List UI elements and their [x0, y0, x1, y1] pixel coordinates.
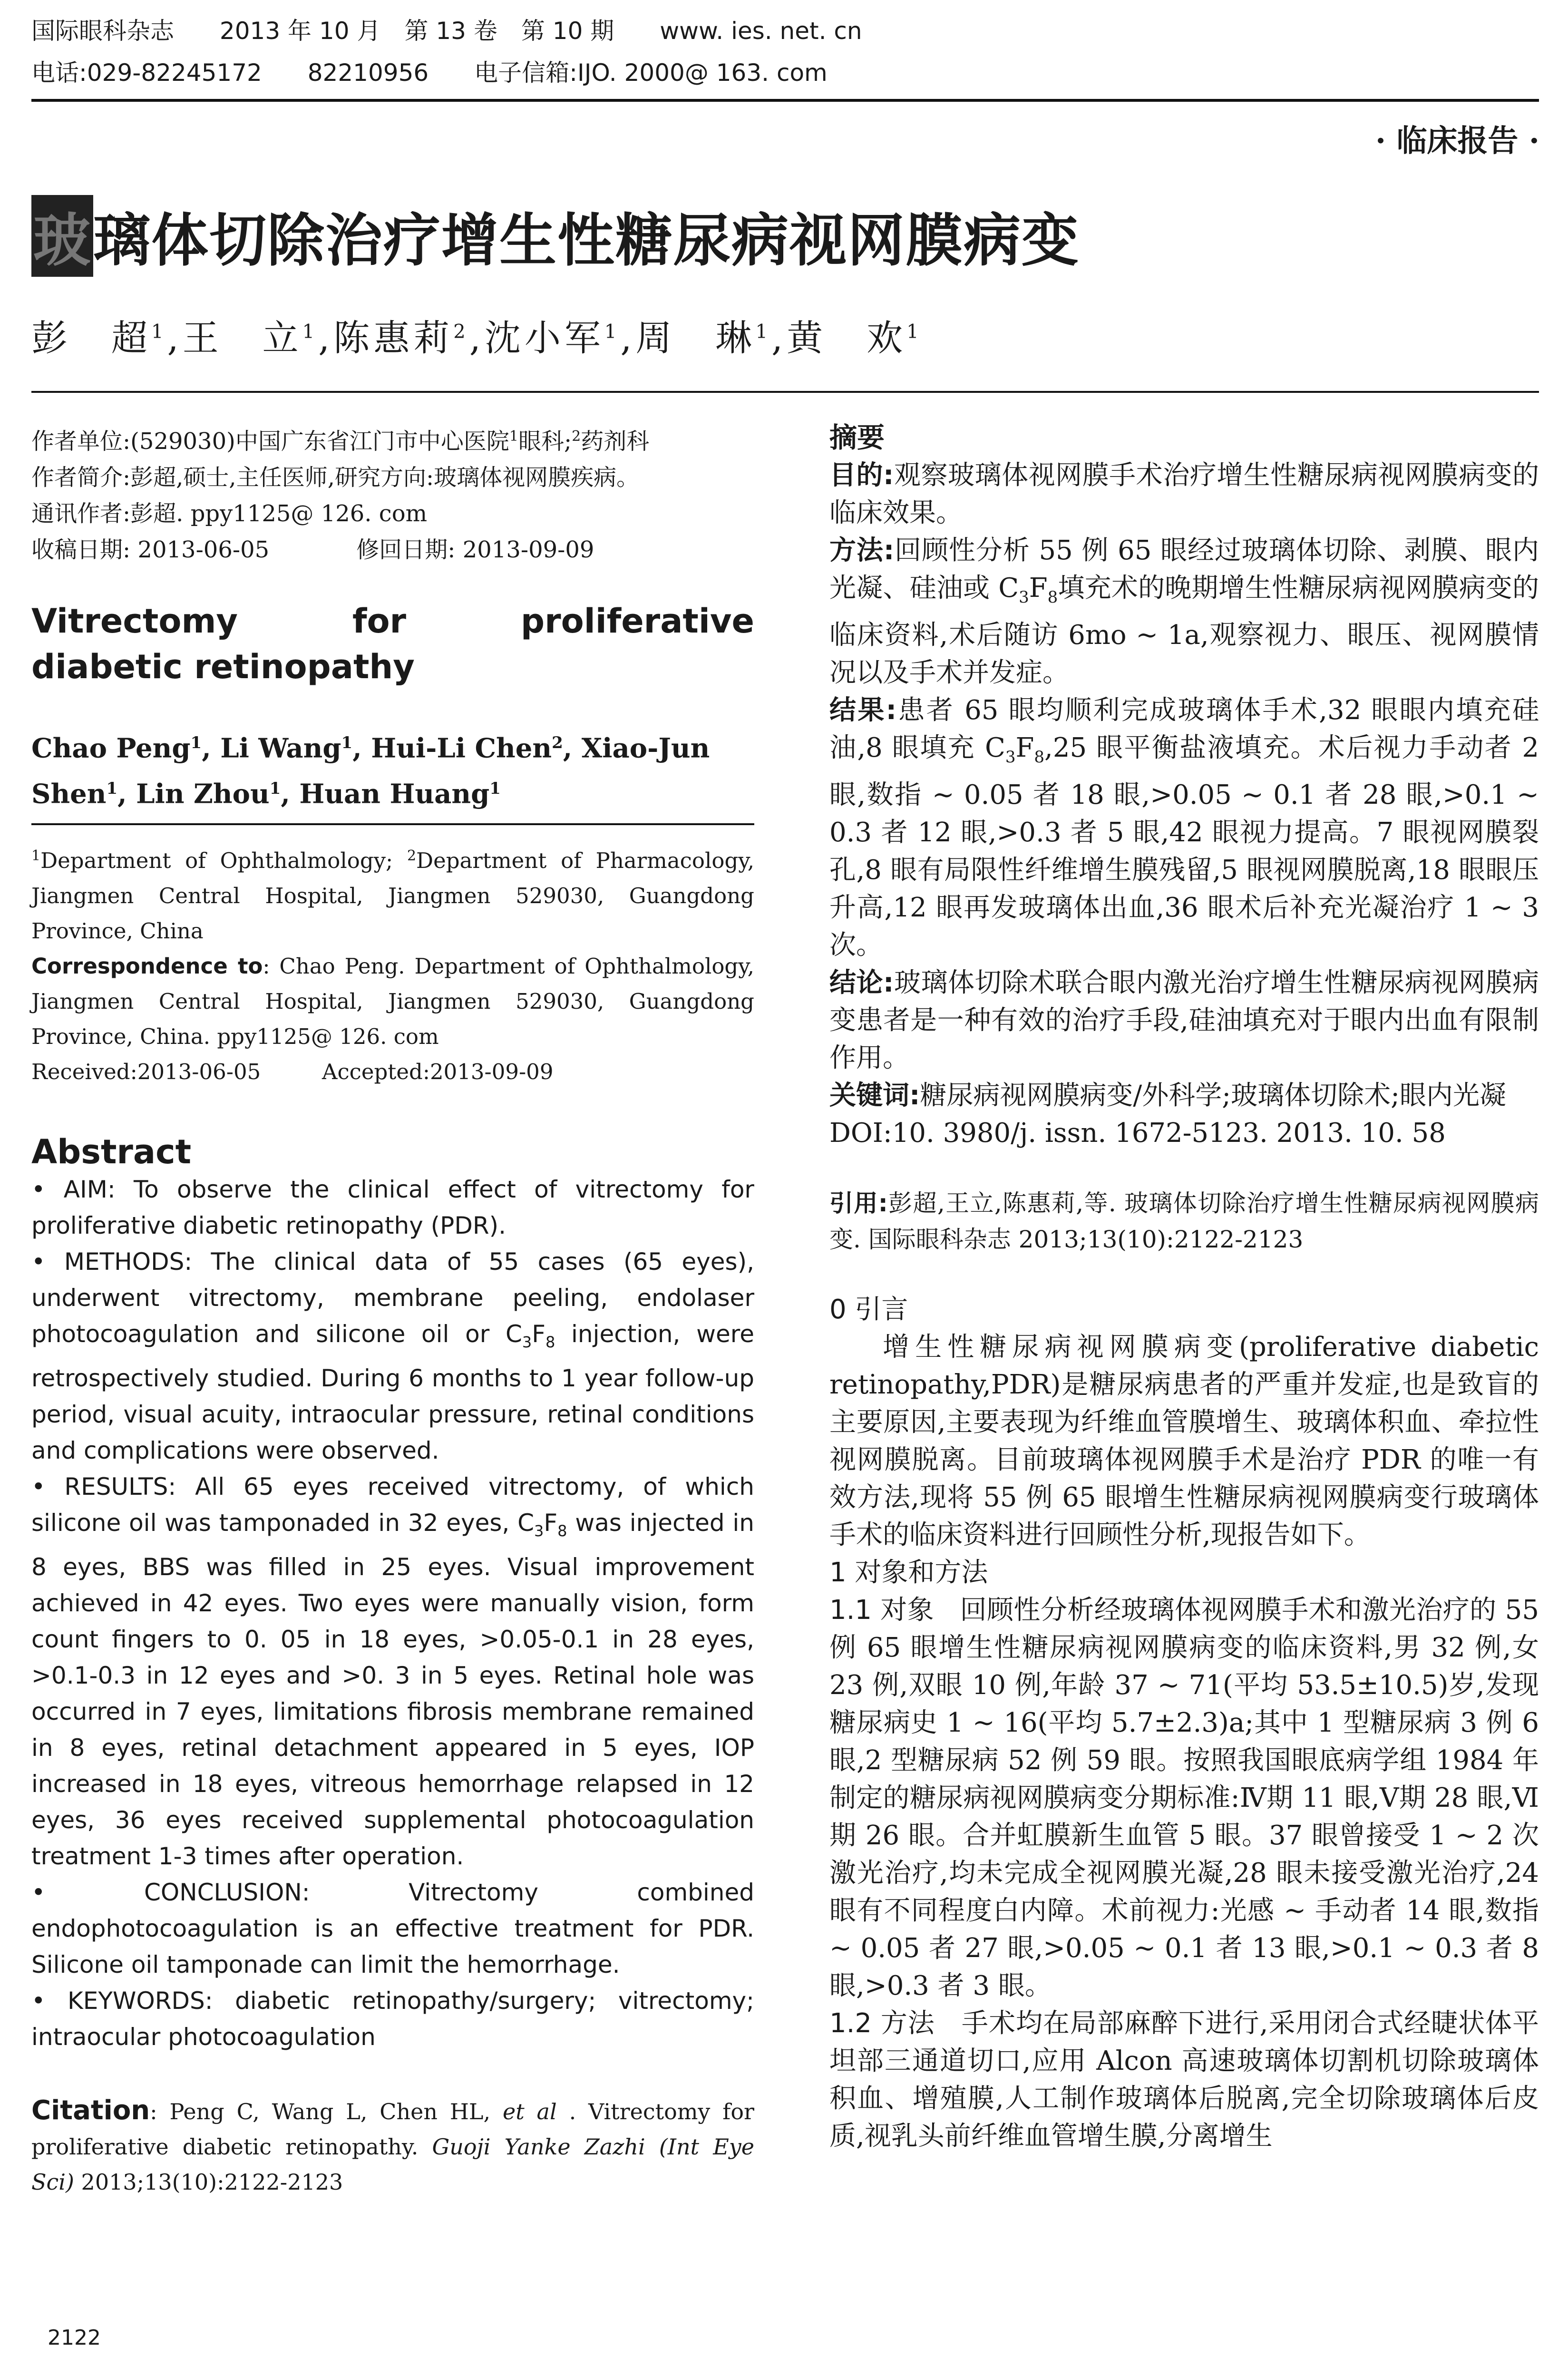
doi: DOI:10. 3980/j. issn. 1672-5123. 2013. 10. 58	[829, 1118, 1446, 1149]
dates-zh: 收稿日期: 2013-06-05 修回日期: 2013-09-09	[31, 536, 594, 563]
section-tag: · 临床报告 ·	[1375, 123, 1539, 159]
citation-zh: 引用:彭超,王立,陈惠莉,等. 玻璃体切除治疗增生性糖尿病视网膜病变. 国际眼科杂志 2013;13(10):2122-2123	[829, 1189, 1539, 1254]
journal-name: 国际眼科杂志	[31, 17, 174, 45]
title-rest: 璃体切除治疗增生性糖尿病视网膜病变	[93, 208, 1080, 274]
author: 彭 超	[31, 317, 151, 359]
author-sup: 1	[906, 321, 923, 343]
author-sup: 1	[755, 321, 771, 343]
abstract-results-zh: 结果:患者 65 眼均顺利完成玻璃体手术,32 眼眼内填充硅油,8 眼填充 $C_3F_8,25$ 眼平衡盐液填充。术后视力手动者 2 眼,数指 ~ 0.05 者 18 眼,>0.05 ~ 0.1 者 28 眼,>0.1 ~ 0.3 者 12 眼,>0.3 者 5 眼,42 眼视力提高。7 眼视网膜裂孔,8 眼有局限性纤维增生膜残留,5 眼视网膜脱离,18 眼眼压升高,12 眼再发玻璃体出血,36 眼术后补充光凝治疗 1 ~ 3 次。	[829, 695, 1539, 961]
abstract-conclusion-en: • CONCLUSION: Vitrectomy combined endophotocoagulation is an effective treatment for PDR. Silicone oil tamponade can limit the hemorrhage.	[31, 1879, 754, 1979]
abstract-aim-en: • AIM: To observe the clinical effect of vitrectomy for proliferative diabetic retinopathy (PDR).	[31, 1176, 754, 1240]
authors-rule	[31, 391, 1539, 393]
methods-subjects: 1.1 对象 回顾性分析经玻璃体视网膜手术和激光治疗的 55 例 65 眼增生性糖尿病视网膜病变的临床资料,男 32 例,女 23 例,双眼 10 例,年龄 37 ~ 71(平均 53.5±10.5)岁,发现糖尿病史 1 ~ 16(平均 5.7±2.3)a;其中 1 型糖尿病 3 例 6 眼,2 型糖尿病 52 例 59 眼。按照我国眼底病学组 1984 年制定的糖尿病视网膜病变分期标准:Ⅳ期 11 眼,Ⅴ期 28 眼,Ⅵ期 26 眼。合并虹膜新生血管 5 眼。37 眼曾接受 1 ~ 2 次激光治疗,均未完成全视网膜光凝,28 眼未接受激光治疗,24 眼有不同程度白内障。术前视力:光感 ~ 手动者 14 眼,数指 ~ 0.05 者 27 眼,>0.05 ~ 0.1 者 13 眼,>0.1 ~ 0.3 者 8 眼,>0.3 者 3 眼。	[829, 1595, 1539, 2002]
affiliation: $^1$Department of Ophthalmology; $^2$Department of Pharmacology, Jiangmen Central Hospital, Jiangmen 529030, Guangdong Province, China	[31, 848, 754, 944]
abstract-conclusion-zh: 结论:玻璃体切除术联合眼内激光治疗增生性糖尿病视网膜病变患者是一种有效的治疗手段,硅油填充对于眼内出血有限制作用。	[829, 967, 1539, 1074]
author-sup: 1	[151, 321, 167, 343]
journal-header-line2	[31, 56, 866, 89]
section-heading-intro: 0 引言	[829, 1294, 908, 1325]
paper-title-en-line1: Vitrectomy for proliferative	[31, 602, 754, 641]
section-heading-methods: 1 对象和方法	[829, 1557, 988, 1588]
abstract-keywords-zh: 关键词:糖尿病视网膜病变/外科学;玻璃体切除术;眼内光凝	[829, 1080, 1507, 1111]
authors-en: Chao Peng$^1$, Li Wang$^1$, Hui-Li Chen$^2$, Xiao-Jun Shen$^1$, Lin Zhou$^1$, Huan Huang$^1$	[31, 732, 710, 810]
abstract-heading-zh: 摘要	[829, 421, 885, 454]
author: 王 立	[182, 317, 302, 359]
abstract-heading-en: Abstract	[31, 1132, 192, 1172]
author-sup: 1	[302, 321, 319, 343]
correspondence-en: Correspondence to: Chao Peng. Department of Ophthalmology, Jiangmen Central Hospital, Jiangmen 529030, Guangdong Province, China. ppy1125@ 126. com	[31, 954, 754, 1050]
citation-en: Citation: Peng C, Wang L, Chen HL, et al . Vitrectomy for proliferative diabetic retinopathy. Guoji Yanke Zazhi (Int Eye Sci) 2013;13(10):2122-2123	[31, 2095, 754, 2195]
methods-procedure: 1.2 方法 手术均在局部麻醉下进行,采用闭合式经睫状体平坦部三通道切口,应用 Alcon 高速玻璃体切割机切除玻璃体积血、增殖膜,人工制作玻璃体后脱离,完全切除玻璃体后皮质,视乳头前纤维血管增生膜,分离增生	[829, 2008, 1539, 2152]
intro-paragraph: 增生性糖尿病视网膜病变(proliferative diabetic retinopathy,PDR)是糖尿病患者的严重并发症,也是致盲的主要原因,主要表现为纤维血管膜增生、玻璃体积血、牵拉性视网膜脱离。目前玻璃体视网膜手术是治疗 PDR 的唯一有效方法,现将 55 例 65 眼增生性糖尿病视网膜病变行玻璃体手术的临床资料进行回顾性分析,现报告如下。	[829, 1332, 1539, 1551]
journal-website: www. ies. net. cn	[660, 17, 862, 45]
author-sup: 2	[453, 321, 469, 343]
abstract-results-en: • RESULTS: All 65 eyes received vitrectomy, of which silicone oil was tamponaded in 32 eyes, $C_3F_8$ was injected in 8 eyes, BBS was filled in 25 eyes. Visual improvement achieved in 42 eyes. Two eyes were manually vision, form count fingers to 0. 05 in 18 eyes, >0.05-0.1 in 28 eyes, >0.1-0.3 in 12 eyes and >0. 3 in 5 eyes. Retinal hole was occurred in 7 eyes, limitations fibrosis membrane remained in 8 eyes, retinal detachment appeared in 5 eyes, IOP increased in 18 eyes, vitreous hemorrhage relapsed in 12 eyes, 36 eyes received supplemental photocoagulation treatment 1-3 times after operation.	[31, 1473, 754, 1870]
phone-number: 电话:029-82245172	[31, 59, 262, 87]
left-column	[31, 419, 754, 2200]
abstract-aim-zh: 目的:观察玻璃体视网膜手术治疗增生性糖尿病视网膜病变的临床效果。	[829, 460, 1539, 528]
author-bio: 作者简介:彭超,硕士,主任医师,研究方向:玻璃体视网膜疾病。	[31, 464, 640, 491]
author: 陈惠莉	[333, 317, 454, 359]
header-rule	[31, 99, 1539, 102]
journal-email: 电子信箱:IJO. 2000@ 163. com	[474, 59, 828, 87]
paper-title-zh	[31, 195, 1080, 277]
author: 周 琳	[635, 317, 756, 359]
page-number: 2122	[48, 2326, 101, 2350]
authors-zh: 彭 超$^1$,王 立$^1$,陈惠莉$^2$,沈小军$^1$,周 琳$^1$,黄 欢$^1$	[31, 317, 923, 359]
title-first-char: 玻	[31, 195, 93, 277]
right-column	[829, 419, 1539, 2155]
phone-number-2: 82210956	[307, 59, 429, 87]
dates-en: Received:2013-06-05 Accepted:2013-09-09	[31, 1059, 554, 1085]
author: 沈小军	[484, 317, 604, 359]
corresponding-author: 通讯作者:彭超. ppy1125@ 126. com	[31, 500, 428, 527]
issue-info: 2013 年 10 月 第 13 卷 第 10 期	[219, 17, 614, 45]
author-unit: 作者单位:(529030)中国广东省江门市中心医院$^1$眼科;$^2$药剂科	[31, 428, 650, 455]
author-sup: 1	[604, 321, 621, 343]
author: 黄 欢	[787, 317, 907, 359]
paper-title-en-line2: diabetic retinopathy	[31, 647, 415, 686]
abstract-methods-zh: 方法:回顾性分析 55 例 65 眼经过玻璃体切除、剥膜、眼内光凝、硅油或 $C_3F_8$填充术的晚期增生性糖尿病视网膜病变的临床资料,术后随访 6mo ~ 1a,观察视力、眼压、视网膜情况以及手术并发症。	[829, 535, 1539, 689]
abstract-keywords-en: • KEYWORDS: diabetic retinopathy/surgery; vitrectomy; intraocular photocoagulation	[31, 1987, 754, 2051]
journal-header-line1	[31, 14, 900, 48]
abstract-methods-en: • METHODS: The clinical data of 55 cases (65 eyes), underwent vitrectomy, membrane peeling, endolaser photocoagulation and silicone oil or $C_3F_8$ injection, were retrospectively studied. During 6 months to 1 year follow-up period, visual acuity, intraocular pressure, retinal conditions and complications were observed.	[31, 1248, 754, 1465]
